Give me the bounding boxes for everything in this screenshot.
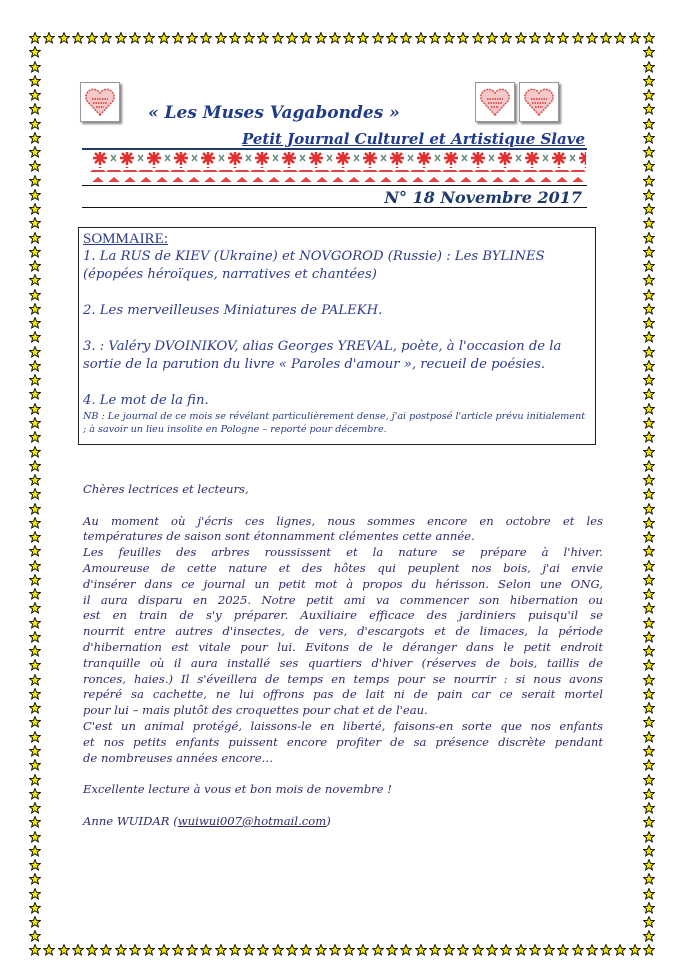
editorial-paragraph	[83, 514, 603, 767]
star-icon	[386, 29, 398, 41]
star-icon	[643, 500, 655, 512]
star-icon	[115, 941, 127, 953]
star-icon	[643, 514, 655, 526]
star-icon	[643, 585, 655, 597]
star-icon	[29, 899, 41, 911]
star-icon	[300, 29, 312, 41]
star-icon	[643, 856, 655, 868]
star-icon	[643, 157, 655, 169]
star-icon	[29, 927, 41, 939]
star-icon	[429, 29, 441, 41]
paragraph-line: est en train de s'y préparer. Auxiliaire efficace des jardiniers puisqu'il se	[83, 608, 603, 623]
star-icon	[643, 343, 655, 355]
star-icon	[29, 713, 41, 725]
star-icon	[643, 571, 655, 583]
star-icon	[29, 628, 41, 640]
star-icon	[29, 371, 41, 383]
star-icon	[643, 842, 655, 854]
star-icon	[629, 941, 641, 953]
star-icon	[643, 628, 655, 640]
star-icon	[29, 328, 41, 340]
star-icon	[29, 542, 41, 554]
star-icon	[643, 29, 655, 41]
star-icon	[143, 941, 155, 953]
star-icon	[29, 671, 41, 683]
star-icon	[72, 29, 84, 41]
paragraph-line: pour lui – mais plutôt des croquettes pour chat et de l'eau.	[83, 703, 428, 718]
star-icon	[643, 100, 655, 112]
star-icon	[29, 414, 41, 426]
star-icon	[643, 58, 655, 70]
star-icon	[643, 143, 655, 155]
star-icon	[357, 29, 369, 41]
star-icon	[29, 172, 41, 184]
issue-number: N° 18 Novembre 2017	[384, 188, 582, 207]
star-icon	[643, 485, 655, 497]
star-icon	[600, 941, 612, 953]
star-icon	[515, 941, 527, 953]
star-icon	[243, 29, 255, 41]
star-icon	[29, 29, 41, 41]
star-icon	[72, 941, 84, 953]
star-icon	[643, 941, 655, 953]
star-icon	[29, 428, 41, 440]
star-icon	[272, 941, 284, 953]
star-icon	[643, 43, 655, 55]
star-icon	[643, 713, 655, 725]
star-icon	[400, 941, 412, 953]
embroidered-heart-icon	[519, 82, 559, 122]
star-icon	[29, 257, 41, 269]
star-icon	[29, 528, 41, 540]
star-icon	[315, 29, 327, 41]
star-icon	[29, 485, 41, 497]
star-icon	[643, 557, 655, 569]
paragraph-line: repéré sa cachette, ne lui offrons pas de lait ni de pain car ce serait mortel	[83, 687, 603, 702]
star-icon	[243, 941, 255, 953]
paragraph-line: tranquille où il aura installé ses quartiers d'hiver (réserves de bois, taillis de	[83, 655, 603, 670]
newsletter-title: « Les Muses Vagabondes »	[148, 103, 400, 123]
star-icon	[643, 414, 655, 426]
star-icon	[29, 856, 41, 868]
star-icon	[29, 799, 41, 811]
star-icon	[643, 813, 655, 825]
star-icon	[329, 941, 341, 953]
star-icon	[386, 941, 398, 953]
star-icon	[29, 571, 41, 583]
star-icon	[29, 157, 41, 169]
star-icon	[229, 941, 241, 953]
toc-item: 2. Les merveilleuses Miniatures de PALEKH.	[83, 303, 383, 318]
star-icon	[143, 29, 155, 41]
star-icon	[286, 941, 298, 953]
star-icon	[600, 29, 612, 41]
paragraph-line: Au moment où j'écris ces lignes, nous sommes encore en octobre et les	[83, 513, 603, 528]
divider	[82, 185, 587, 186]
star-icon	[614, 29, 626, 41]
star-icon	[643, 371, 655, 383]
star-icon	[343, 29, 355, 41]
star-icon	[643, 385, 655, 397]
toc-heading: SOMMAIRE:	[83, 231, 169, 247]
star-icon	[415, 941, 427, 953]
star-icon	[29, 229, 41, 241]
star-icon	[643, 927, 655, 939]
star-icon	[586, 941, 598, 953]
star-icon	[643, 229, 655, 241]
star-icon	[643, 357, 655, 369]
star-icon	[643, 899, 655, 911]
star-icon	[29, 599, 41, 611]
star-icon	[29, 785, 41, 797]
star-icon	[643, 300, 655, 312]
star-icon	[429, 941, 441, 953]
star-icon	[343, 941, 355, 953]
star-icon	[272, 29, 284, 41]
star-icon	[643, 671, 655, 683]
star-icon	[515, 29, 527, 41]
star-icon	[29, 443, 41, 455]
star-icon	[29, 870, 41, 882]
star-icon	[643, 443, 655, 455]
star-icon	[486, 29, 498, 41]
star-icon	[29, 72, 41, 84]
star-icon	[200, 29, 212, 41]
star-icon	[643, 614, 655, 626]
star-icon	[643, 699, 655, 711]
star-icon	[472, 941, 484, 953]
star-icon	[29, 457, 41, 469]
star-icon	[29, 129, 41, 141]
star-icon	[29, 186, 41, 198]
star-icon	[172, 29, 184, 41]
star-icon	[415, 29, 427, 41]
star-icon	[557, 29, 569, 41]
star-icon	[186, 941, 198, 953]
star-icon	[643, 314, 655, 326]
star-icon	[643, 756, 655, 768]
star-icon	[643, 257, 655, 269]
star-icon	[29, 300, 41, 312]
table-of-contents	[78, 227, 596, 445]
star-icon	[100, 29, 112, 41]
star-icon	[643, 913, 655, 925]
star-icon	[500, 941, 512, 953]
star-icon	[400, 29, 412, 41]
star-icon	[643, 457, 655, 469]
star-icon	[529, 941, 541, 953]
star-icon	[29, 642, 41, 654]
star-icon	[643, 400, 655, 412]
star-icon	[29, 913, 41, 925]
star-icon	[215, 29, 227, 41]
star-icon	[357, 941, 369, 953]
star-icon	[86, 941, 98, 953]
star-icon	[643, 656, 655, 668]
paragraph-line: de nombreuses années encore…	[83, 750, 274, 765]
star-icon	[29, 286, 41, 298]
star-icon	[29, 842, 41, 854]
star-icon	[29, 86, 41, 98]
paragraph-line: d'hibernation est vitale pour lui. Evitons de le déranger dans le petit endroit	[83, 639, 603, 654]
star-icon	[643, 542, 655, 554]
star-icon	[257, 29, 269, 41]
star-icon	[643, 685, 655, 697]
star-icon	[643, 129, 655, 141]
star-icon	[543, 29, 555, 41]
star-icon	[29, 115, 41, 127]
star-icon	[29, 614, 41, 626]
paragraph-line: ronces, haies.) Il s'éveillera de temps en temps pour se nourrir : si nous avons	[83, 671, 603, 686]
star-icon	[29, 685, 41, 697]
star-icon	[215, 941, 227, 953]
star-icon	[529, 29, 541, 41]
star-icon	[643, 271, 655, 283]
star-icon	[29, 941, 41, 953]
star-icon	[29, 314, 41, 326]
paragraph-line: Amoureuse de cette nature et des hôtes qui peuplent nos bois, j'ai envie	[83, 560, 603, 575]
star-icon	[29, 742, 41, 754]
star-icon	[643, 785, 655, 797]
star-icon	[29, 43, 41, 55]
star-icon	[29, 500, 41, 512]
star-icon	[643, 86, 655, 98]
paragraph-line: et nos petits enfants puissent encore profiter de sa présence discrète pendant	[83, 734, 603, 749]
star-icon	[129, 29, 141, 41]
toc-item: 3. : Valéry DVOINIKOV, alias Georges YREVAL, poète, à l'occasion de la sortie de la parution du livre « Paroles d'amour », recueil de poésies.	[83, 339, 562, 372]
star-icon	[229, 29, 241, 41]
star-icon	[129, 941, 141, 953]
star-icon	[29, 471, 41, 483]
star-icon	[158, 29, 170, 41]
star-icon	[457, 941, 469, 953]
star-icon	[200, 941, 212, 953]
star-icon	[457, 29, 469, 41]
paragraph-line: nourrit entre autres d'insectes, de vers, d'escargots et de limaces, la période	[83, 624, 603, 639]
star-icon	[572, 29, 584, 41]
star-icon	[643, 72, 655, 84]
star-icon	[500, 29, 512, 41]
star-icon	[643, 885, 655, 897]
star-icon	[643, 870, 655, 882]
star-icon	[172, 941, 184, 953]
star-icon	[614, 941, 626, 953]
signature-end: )	[326, 813, 331, 828]
star-icon	[29, 771, 41, 783]
star-icon	[643, 828, 655, 840]
star-icon	[643, 286, 655, 298]
star-icon	[300, 941, 312, 953]
star-icon	[29, 756, 41, 768]
embroidery-ornament-band	[90, 150, 586, 184]
divider	[82, 207, 587, 208]
star-icon	[643, 471, 655, 483]
star-icon	[329, 29, 341, 41]
toc-item: 1. La RUS de KIEV (Ukraine) et NOVGOROD (Russie) : Les BYLINES (épopées héroïques, narratives et chantées)	[83, 249, 545, 282]
star-icon	[29, 557, 41, 569]
star-icon	[43, 941, 55, 953]
star-icon	[29, 828, 41, 840]
star-icon	[643, 528, 655, 540]
star-icon	[29, 699, 41, 711]
star-icon	[58, 941, 70, 953]
star-icon	[29, 100, 41, 112]
star-icon	[643, 115, 655, 127]
star-icon	[158, 941, 170, 953]
star-icon	[115, 29, 127, 41]
star-icon	[86, 29, 98, 41]
newsletter-subtitle: Petit Journal Culturel et Artistique Slave	[241, 130, 585, 148]
star-icon	[643, 200, 655, 212]
star-icon	[29, 214, 41, 226]
star-icon	[572, 941, 584, 953]
embroidered-heart-icon	[475, 82, 515, 122]
paragraph-line: températures de saison sont étonnamment clémentes cette année.	[83, 529, 475, 544]
star-icon	[586, 29, 598, 41]
star-icon	[29, 143, 41, 155]
star-icon	[643, 799, 655, 811]
star-icon	[29, 343, 41, 355]
star-icon	[29, 813, 41, 825]
star-icon	[643, 728, 655, 740]
star-icon	[472, 29, 484, 41]
star-icon	[58, 29, 70, 41]
star-icon	[29, 885, 41, 897]
star-icon	[257, 941, 269, 953]
paragraph-line: il aura disparu en 2025. Notre petit ami va commencer son hibernation ou	[83, 592, 603, 607]
paragraph-line: Les feuilles des arbres roussissent et la nature se prépare à l'hiver.	[83, 545, 603, 560]
embroidered-heart-icon	[80, 82, 120, 122]
star-icon	[29, 58, 41, 70]
star-icon	[29, 200, 41, 212]
author-name: Anne WUIDAR (	[83, 813, 178, 828]
star-icon	[643, 642, 655, 654]
star-icon	[557, 941, 569, 953]
star-icon	[643, 186, 655, 198]
star-icon	[286, 29, 298, 41]
paragraph-line: C'est un animal protégé, laissons-le en liberté, faisons-en sorte que nos enfants	[83, 718, 603, 733]
star-icon	[29, 400, 41, 412]
star-icon	[443, 941, 455, 953]
author-email-link[interactable]: wuiwui007@hotmail.com	[177, 813, 327, 828]
star-icon	[29, 514, 41, 526]
star-icon	[29, 271, 41, 283]
star-icon	[372, 29, 384, 41]
star-icon	[643, 328, 655, 340]
star-icon	[29, 385, 41, 397]
star-icon	[43, 29, 55, 41]
greeting: Chères lectrices et lecteurs,	[83, 482, 249, 496]
editorial-letter	[83, 482, 603, 830]
star-icon	[643, 172, 655, 184]
star-icon	[186, 29, 198, 41]
star-icon	[29, 243, 41, 255]
star-icon	[543, 941, 555, 953]
toc-note: NB : Le journal de ce mois se révélant particulièrement dense, j'ai postposé l'article prévu initialement ; à savoir un lieu insolite en Pologne – reporté pour décembre.	[83, 411, 586, 435]
star-icon	[643, 599, 655, 611]
star-icon	[643, 771, 655, 783]
star-icon	[643, 428, 655, 440]
star-icon	[100, 941, 112, 953]
star-icon	[486, 941, 498, 953]
star-icon	[29, 728, 41, 740]
star-icon	[643, 742, 655, 754]
star-icon	[29, 357, 41, 369]
star-icon	[443, 29, 455, 41]
star-icon	[372, 941, 384, 953]
star-icon	[29, 656, 41, 668]
signature	[83, 814, 603, 830]
star-icon	[643, 214, 655, 226]
paragraph-line: d'insérer dans ce journal un petit mot à propos du hérisson. Selon une ONG,	[83, 576, 603, 591]
star-icon	[629, 29, 641, 41]
closing-line: Excellente lecture à vous et bon mois de novembre !	[83, 782, 392, 797]
star-icon	[643, 243, 655, 255]
star-icon	[315, 941, 327, 953]
toc-item: 4. Le mot de la fin.	[83, 393, 209, 408]
star-icon	[29, 585, 41, 597]
